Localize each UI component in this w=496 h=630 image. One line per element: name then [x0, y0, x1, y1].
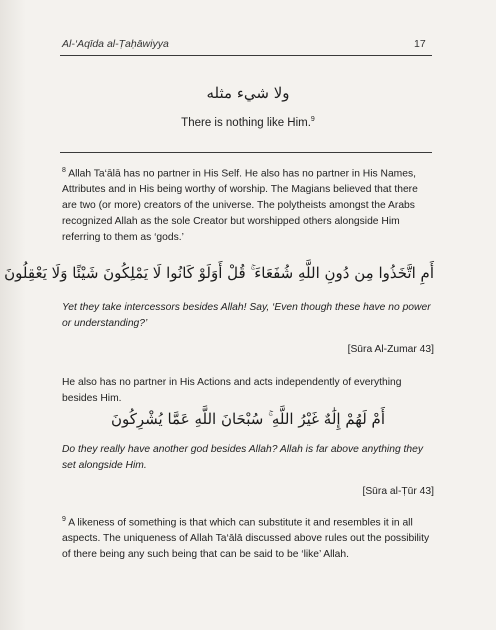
verse-tur-translation: Do they really have another god besides Allah? Allah is far above anything they set alongside Him.: [62, 444, 423, 471]
footnote-9-marker: 9: [62, 516, 66, 523]
running-header-title: Al-‘Aqīda al-Ṭaḥāwiyya: [62, 38, 169, 50]
verse-tur-citation: [Sūra al-Ṭūr 43]: [362, 486, 434, 497]
quran-verse-tur: أَمْ لَهُمْ إِلَٰهٌ غَيْرُ اللَّهِ ۚ سُبْحَانَ اللَّهِ عَمَّا يُشْرِكُونَ: [110, 410, 386, 428]
header-rule: [60, 55, 432, 56]
page-number: 17: [414, 38, 426, 50]
footnote-8-text: Allah Ta‘ālā has no partner in His Self. He also has no partner in His Names, Attributes and in His being worthy of worship. The Magians believed that there are two (or more) creators of the universe. The polytheists amongst the Arabs recognized Allah as the sole Creator but worshipped others alongside Him referring to them as ‘gods.’: [62, 168, 418, 244]
main-translation: [0, 116, 496, 129]
footnote-9-text: A likeness of something is that which can substitute it and resembles it in all aspects. The uniqueness of Allah Ta‘ālā discussed above rules out the possibility of there being any such being that can be said to be ‘like’ Allah.: [62, 517, 430, 561]
footnote-8-paragraph: [62, 163, 434, 246]
verse-zumar-citation: [Sūra Al-Zumar 43]: [347, 344, 434, 355]
footnote-8-marker: 8: [62, 167, 66, 174]
translation-text: There is nothing like Him.: [181, 116, 311, 129]
footnote-9-paragraph: [62, 512, 434, 563]
verse-zumar-translation: Yet they take intercessors besides Allah! Say, ‘Even though these have no power or understanding?’: [62, 302, 431, 329]
footnote-8-paragraph-2: He also has no partner in His Actions and acts independently of everything besides Him.: [62, 377, 402, 404]
arabic-heading: ولا شيء مثله: [206, 84, 290, 102]
quran-verse-zumar: أَمِ اتَّخَذُوا مِن دُونِ اللَّهِ شُفَعَاءَ ۚ قُلْ أَوَلَوْ كَانُوا لَا يَمْلِكُونَ شَيْئًا وَلَا يَعْقِلُونَ: [4, 264, 434, 282]
footnote-rule: [60, 152, 432, 153]
footnote-reference: 9: [310, 116, 315, 123]
